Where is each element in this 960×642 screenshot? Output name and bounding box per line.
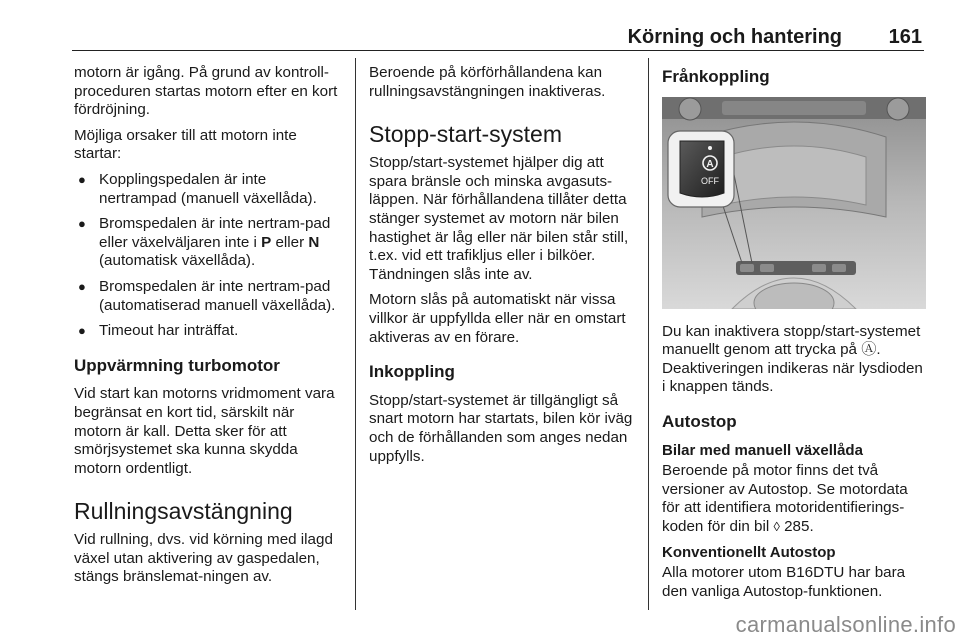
column-1	[74, 64, 344, 594]
page-reference[interactable]: 285.	[779, 517, 814, 535]
button-symbol: A	[706, 158, 714, 170]
page-header	[72, 26, 924, 51]
sub-heading: Bilar med manuell växellåda	[662, 441, 863, 459]
list-item: ● Bromspedalen är inte nertram-pad (automatiserad manuell växellåda).	[74, 278, 344, 315]
page-number: 161	[888, 26, 922, 48]
section-heading: Autostop	[662, 411, 737, 431]
watermark: carmanualsonline.info	[735, 612, 956, 637]
column-divider	[355, 58, 356, 610]
chapter-title: Körning och hantering	[627, 26, 842, 48]
list-item: ● Bromspedalen är inte nertram-pad eller växelväljaren inte i P eller N (automatisk växellåda).	[74, 215, 344, 271]
column-3	[662, 64, 926, 608]
paragraph: Motorn slås på automatiskt när vissa villkor är uppfyllda eller när en omstart aktiveras av en förare.	[369, 291, 626, 346]
list-item: ● Timeout har inträffat.	[74, 322, 344, 341]
paragraph: Alla motorer utom B16DTU har bara den vanliga Autostop-funktionen.	[662, 564, 906, 600]
column-2	[369, 64, 635, 473]
section-heading: Inkoppling	[369, 362, 455, 382]
page-reference-icon: ◊	[773, 518, 780, 534]
paragraph: Vid rullning, dvs. vid körning med ilagd växel utan aktivering av gaspedalen, stängs bränslemat-ningen av.	[74, 531, 333, 586]
paragraph: Beroende på motor finns det två versioner av Autostop. Se motordata för att identifiera motoridentifierings-koden för din bil ◊ 285.	[662, 462, 908, 535]
paragraph: motorn är igång. På grund av kontroll-proceduren startas motorn efter en kort fördröjning.	[74, 64, 338, 119]
paragraph: Stopp/start-systemet är tillgängligt så snart motorn har startats, bilen kör iväg och de förhållanden som anges nedan uppfylls.	[369, 391, 633, 465]
button-label: OFF	[701, 175, 719, 186]
paragraph: Du kan inaktivera stopp/start-systemet manuellt genom att trycka på Ⓐ. Deaktiveringen indikeras när lysdioden i knappen tänds.	[662, 322, 923, 396]
section-heading: Uppvärmning turbomotor	[74, 355, 280, 375]
console-photo	[662, 97, 926, 309]
column-divider	[648, 58, 649, 610]
section-heading: Frånkoppling	[662, 67, 770, 86]
bullet-list	[74, 171, 344, 341]
section-title: Stopp-start-system	[369, 121, 562, 148]
console-illustration	[662, 97, 926, 309]
stop-start-icon: Ⓐ	[861, 341, 877, 359]
paragraph: Beroende på körförhållandena kan rullningsavstängningen inaktiveras.	[369, 64, 606, 100]
paragraph: Möjliga orsaker till att motorn inte startar:	[74, 126, 297, 163]
list-item: ● Kopplingspedalen är inte nertrampad (manuell växellåda).	[74, 171, 344, 208]
paragraph: Stopp/start-systemet hjälper dig att spara bränsle och minska avgasuts-läppen. När förhållandena tillåter detta stänger systemet av motorn när bilen hastighet är låg eller när bilen står still, t.ex. vid ett trafikljus eller i bilköer. Tändningen slås inte av.	[369, 154, 629, 283]
sub-heading: Konventionellt Autostop	[662, 543, 836, 561]
section-title: Rullningsavstängning	[74, 498, 293, 525]
paragraph: Vid start kan motorns vridmoment vara begränsat en kort tid, särskilt när motorn är kall. Detta sker för att smörjsystemet ska kunna skydda motorn ordentligt.	[74, 385, 335, 477]
